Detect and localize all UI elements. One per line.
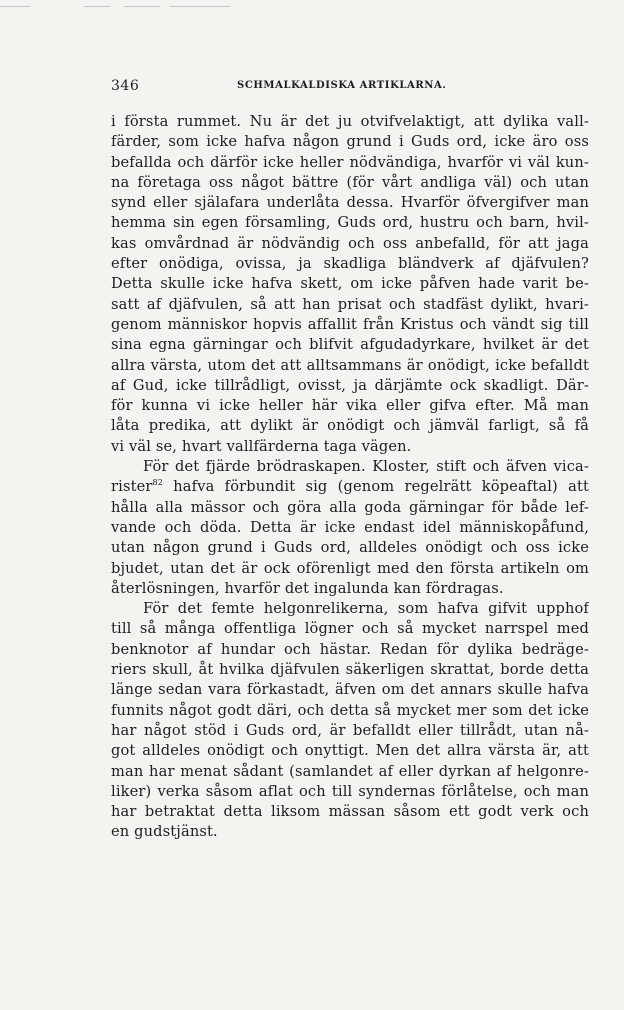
text-line: af Gud, icke tillrådligt, ovisst, ja därjämte ock skadligt. Där- — [111, 376, 589, 394]
text-line: befallda och därför icke heller nödvändiga, hvarför vi väl kun- — [111, 153, 589, 171]
text-line: synd eller själafara underlåta dessa. Hvarför öfvergifver man — [111, 194, 589, 212]
text-line: benknotor af hundar och hästar. Redan för dylika bedräge- — [111, 640, 589, 658]
text-line: har något stöd i Guds ord, är befalldt eller tillrådt, utan nå- — [111, 721, 589, 739]
text-line: till så många offentliga lögner och så mycket narrspel med — [111, 620, 589, 638]
page-number: 346 — [111, 78, 140, 94]
text-line: en gudstjänst. — [111, 823, 218, 841]
text-line: utan någon grund i Guds ord, alldeles onödigt och oss icke — [111, 539, 589, 557]
text-line: för kunna vi icke heller här vika eller gifva efter. Må man — [111, 397, 589, 415]
scan-edge-mark — [84, 6, 110, 7]
text-line: sina egna gärningar och blifvit afgudadyrkare, hvilket är det — [111, 336, 589, 354]
text-line: länge sedan vara förkastadt, äfven om det annars skulle hafva — [111, 681, 589, 699]
body-text — [111, 112, 589, 843]
text-line: na företaga oss något bättre (för vårt andliga väl) och utan — [111, 173, 589, 191]
running-head: SCHMALKALDISKA ARTIKLARNA. — [237, 80, 447, 91]
text-line: got alldeles onödigt och onyttigt. Men det allra värsta är, att — [111, 742, 589, 760]
paragraph-start-line: För det femte helgonrelikerna, som hafva gifvit upphof — [143, 600, 589, 618]
text-line: i första rummet. Nu är det ju otvifvelaktigt, att dylika vall- — [111, 113, 589, 130]
text-line: hemma sin egen församling, Guds ord, hustru och barn, hvil- — [111, 214, 589, 232]
text-line: allra värsta, utom det att alltsammans är onödigt, icke befalldt — [111, 356, 589, 374]
text-line: vi väl se, hvart vallfärderna taga vägen. — [111, 437, 412, 455]
paragraph-start-line: För det fjärde brödraskapen. Kloster, stift och äfven vica- — [143, 458, 589, 476]
text-line: man har menat sådant (samlandet af eller dyrkan af helgonre- — [111, 762, 589, 780]
text-line: låta predika, att dylikt är onödigt och jämväl farligt, så få — [111, 417, 589, 435]
text-line: vande och döda. Detta är icke endast idel människopåfund, — [111, 518, 589, 536]
text-line: efter onödiga, ovissa, ja skadliga bländverk af djäfvulen? — [111, 255, 589, 273]
text-line: funnits något godt däri, och detta så mycket mer som det icke — [111, 701, 589, 719]
text-line: färder, som icke hafva någon grund i Guds ord, icke äro oss — [111, 133, 589, 151]
text-line: liker) verka såsom aflat och till syndernas förlåtelse, och man — [111, 782, 589, 800]
text-line: kas omvårdnad är nödvändig och oss anbefalld, för att jaga — [111, 234, 589, 252]
text-line: Detta skulle icke hafva skett, om icke påfven hade varit be- — [111, 275, 589, 293]
text-segment: rister — [111, 478, 153, 496]
text-line: bjudet, utan det är ock oförenligt med den första artikeln om — [111, 559, 589, 577]
footnote-reference: 82 — [152, 478, 163, 488]
text-line: hålla alla mässor och göra alla goda gärningar för både lef- — [111, 498, 589, 516]
text-line: återlösningen, hvarför det ingalunda kan fördragas. — [111, 579, 504, 597]
scan-edge-mark — [0, 6, 30, 7]
text-line-with-footnote — [111, 477, 589, 497]
page-header — [111, 78, 589, 94]
text-line: riers skull, åt hvilka djäfvulen säkerligen skrattat, borde detta — [111, 661, 589, 679]
text-line: satt af djäfvulen, så att han prisat och stadfäst dylikt, hvari- — [111, 295, 589, 313]
scan-edge-mark — [170, 6, 230, 7]
text-line: genom människor hopvis affallit från Kristus och vändt sig till — [111, 315, 589, 333]
text-line: har betraktat detta liksom mässan såsom ett godt verk och — [111, 803, 589, 821]
text-segment: hafva förbundit sig (genom regelrätt köpeaftal) att — [173, 478, 589, 496]
scan-edge-mark — [124, 6, 160, 7]
